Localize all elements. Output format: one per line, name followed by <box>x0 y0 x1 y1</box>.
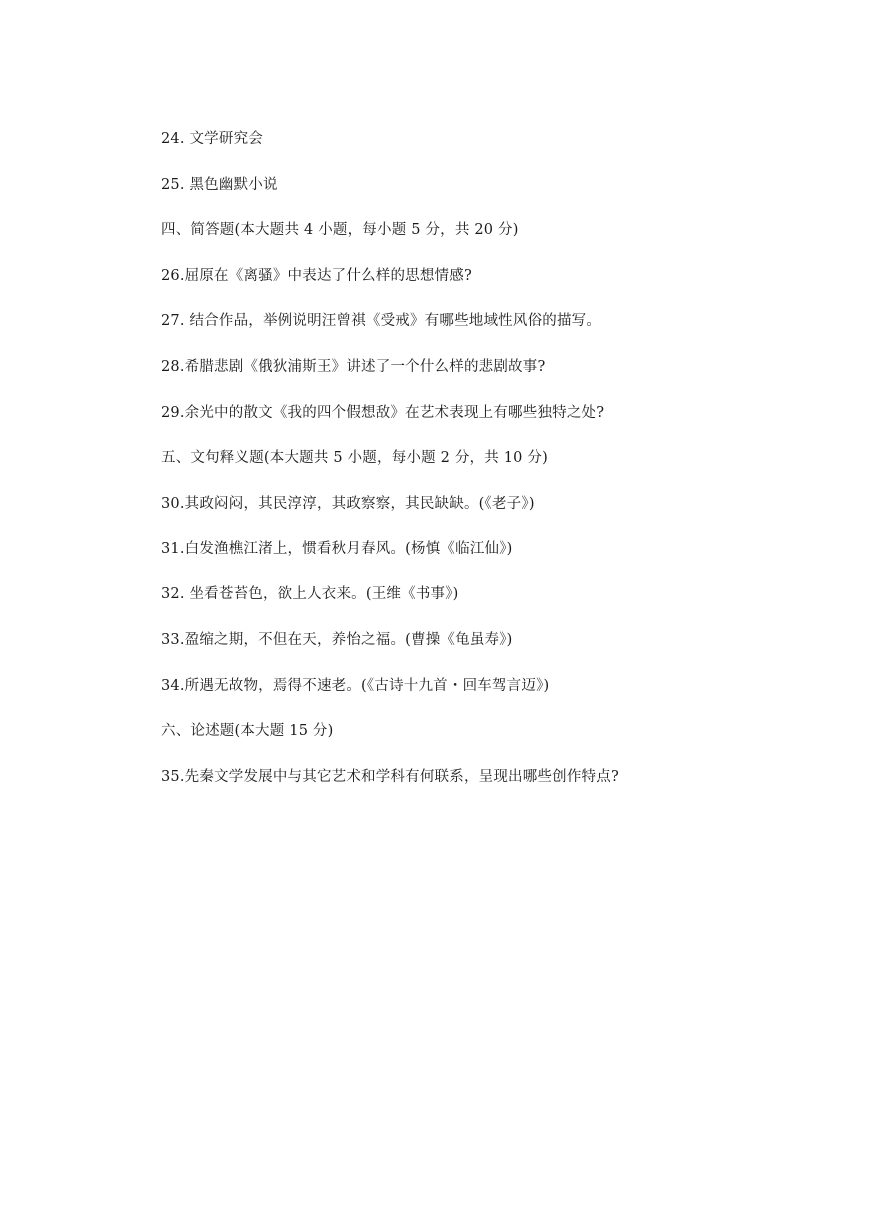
question-30: 30.其政闷闷，其民淳淳，其政察察，其民缺缺。(《老子》) <box>161 496 535 512</box>
section-heading-sentence-explanation: 五、文句释义题(本大题共 5 小题，每小题 2 分，共 10 分) <box>161 450 548 466</box>
question-32: 32. 坐看苍苔色，欲上人衣来。(王维《书事》) <box>161 586 459 602</box>
question-31: 31.白发渔樵江渚上，惯看秋月春风。(杨慎《临江仙》) <box>161 541 513 557</box>
term-item-25: 25. 黑色幽默小说 <box>161 177 278 193</box>
question-26: 26.屈原在《离骚》中表达了什么样的思想情感? <box>161 268 472 284</box>
question-29: 29.余光中的散文《我的四个假想敌》在艺术表现上有哪些独特之处? <box>161 405 605 421</box>
question-28: 28.希腊悲剧《俄狄浦斯王》讲述了一个什么样的悲剧故事? <box>161 359 546 375</box>
section-heading-essay: 六、论述题(本大题 15 分) <box>161 723 334 739</box>
question-35: 35.先秦文学发展中与其它艺术和学科有何联系，呈现出哪些创作特点? <box>161 769 619 785</box>
term-item-24: 24. 文学研究会 <box>161 131 263 147</box>
question-27: 27. 结合作品，举例说明汪曾祺《受戒》有哪些地域性风俗的描写。 <box>161 313 602 329</box>
question-33: 33.盈缩之期，不但在天，养怡之福。(曹操《龟虽寿》) <box>161 632 513 648</box>
question-34: 34.所遇无故物，焉得不速老。(《古诗十九首・回车驾言迈》) <box>161 678 550 694</box>
section-heading-short-answer: 四、简答题(本大题共 4 小题，每小题 5 分，共 20 分) <box>161 222 519 238</box>
